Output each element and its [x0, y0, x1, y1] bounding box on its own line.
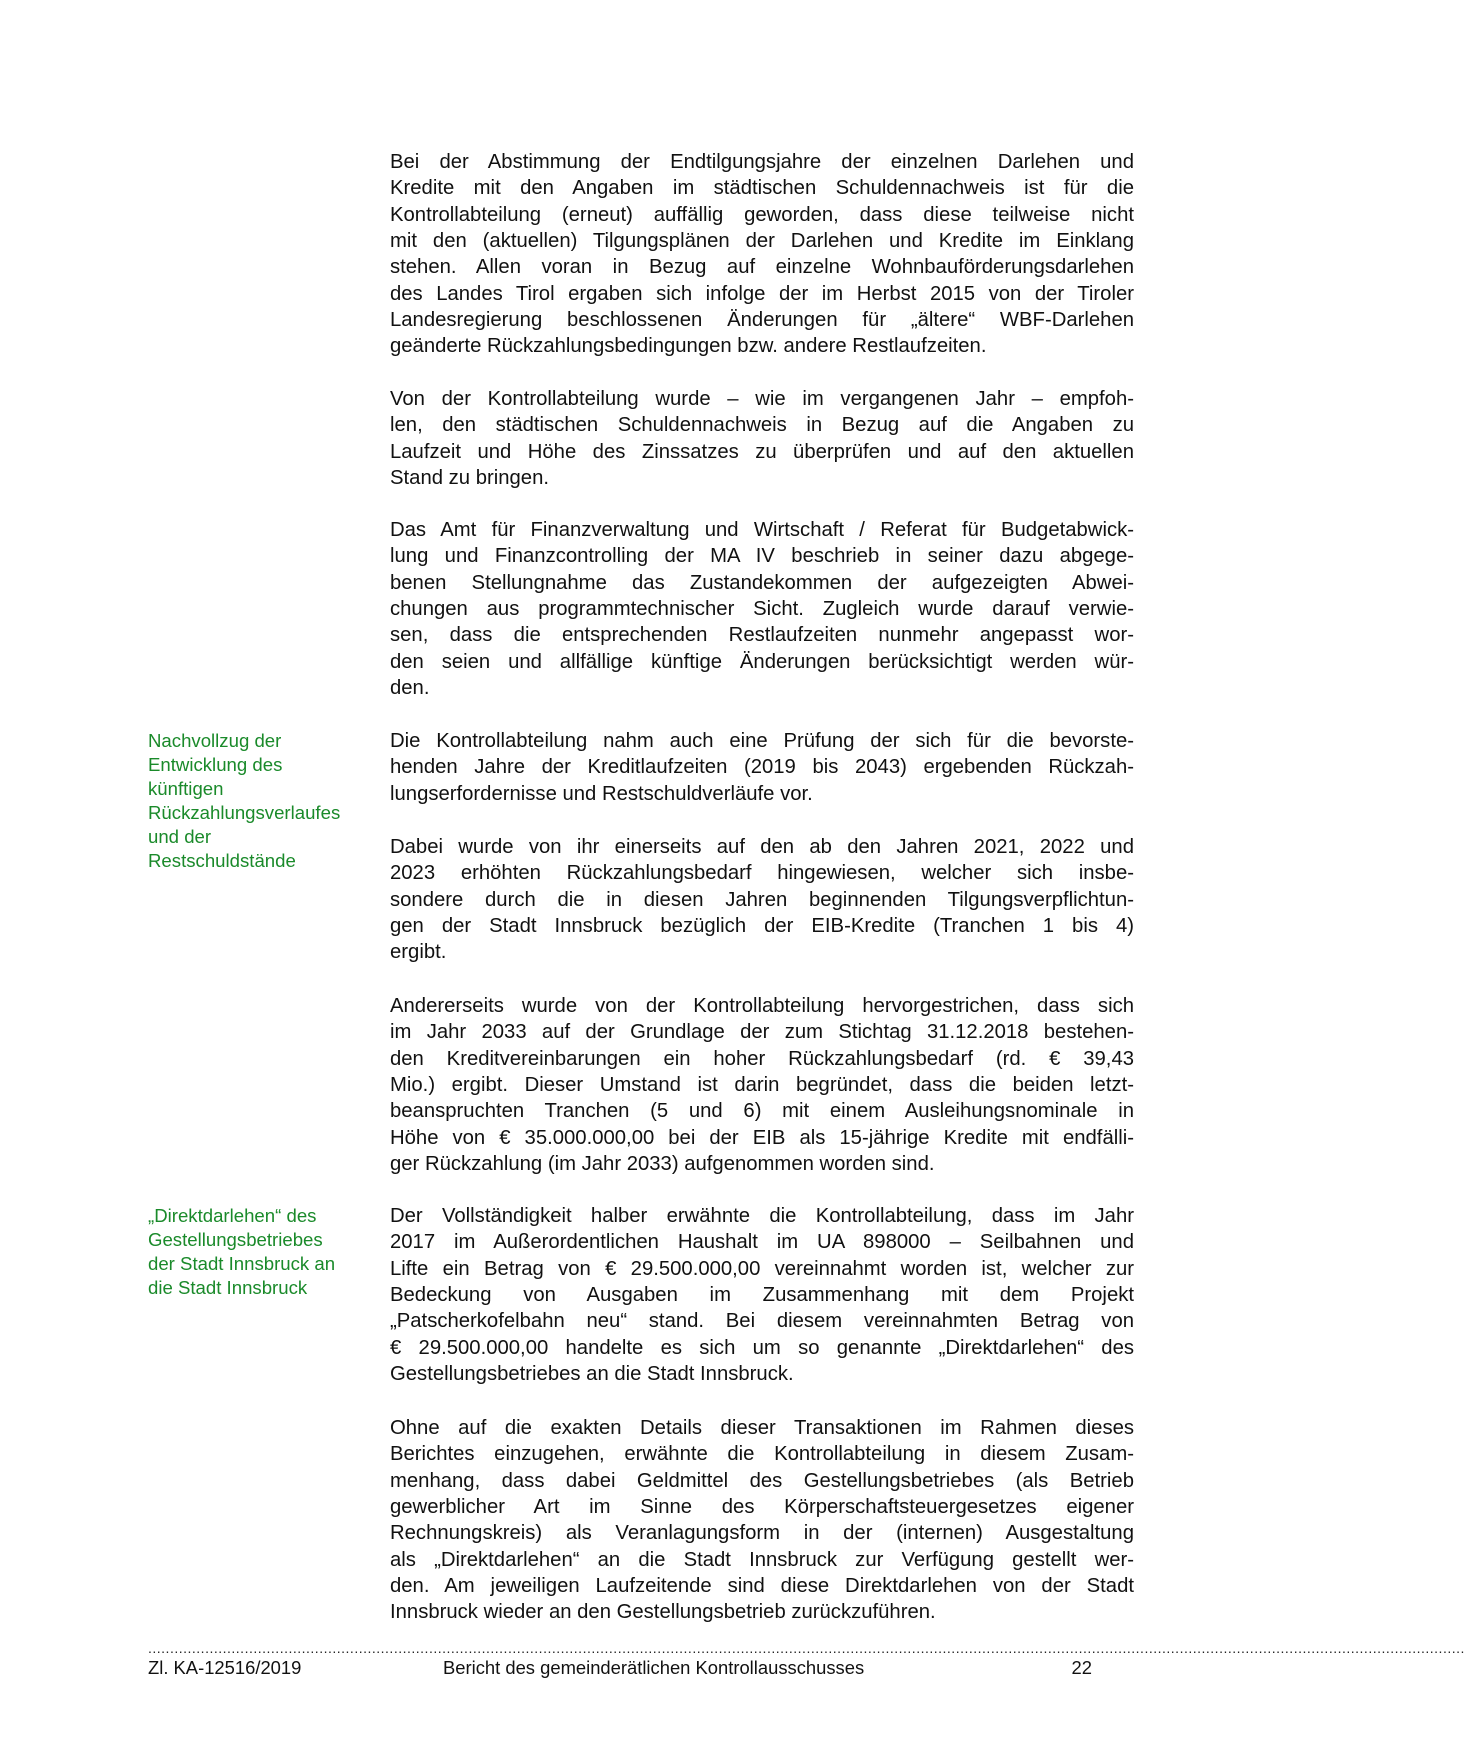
text-line: mit den (aktuellen) Tilgungsplänen der Darlehen und Kredite im Einklang: [390, 230, 1134, 253]
margin-note-line: der Stadt Innsbruck an: [148, 1252, 336, 1274]
footer-divider: ............................................................................................................................................................................................................................................................................................................: [148, 1640, 1465, 1656]
paragraph: [390, 834, 1134, 966]
text-line: € 29.500.000,00 handelte es sich um so genannte „Direktdarlehen“ des: [390, 1336, 1134, 1359]
text-line: Bedeckung von Ausgaben im Zusammenhang mit dem Projekt: [390, 1284, 1134, 1307]
text-line: menhang, dass dabei Geldmittel des Gestellungsbetriebes (als Betrieb: [390, 1469, 1134, 1492]
text-line: den seien und allfällige künftige Änderungen berücksichtigt werden wür-: [390, 650, 1134, 673]
margin-note-line: Rückzahlungsverlaufes: [148, 801, 341, 823]
text-line: gen der Stadt Innsbruck bezüglich der EIB-Kredite (Tranchen 1 bis 4): [390, 915, 1134, 938]
text-line: Rechnungskreis) als Veranlagungsform in der (internen) Ausgestaltung: [390, 1522, 1134, 1545]
text-line: sondere durch die in diesen Jahren beginnenden Tilgungsverpflichtun-: [390, 888, 1134, 911]
text-line: benen Stellungnahme das Zustandekommen der aufgezeigten Abwei-: [390, 571, 1134, 594]
margin-note-line: „Direktdarlehen“ des: [148, 1205, 317, 1226]
text-line: im Jahr 2033 auf der Grundlage der zum Stichtag 31.12.2018 bestehen-: [390, 1021, 1134, 1044]
text-line: lungserfordernisse und Restschuldverläufe vor.: [390, 782, 813, 805]
text-line: Ohne auf die exakten Details dieser Transaktionen im Rahmen dieses: [390, 1417, 1134, 1439]
text-line: Stand zu bringen.: [390, 467, 549, 490]
text-line: len, den städtischen Schuldennachweis in Bezug auf die Angaben zu: [390, 414, 1134, 437]
text-line: Der Vollständigkeit halber erwähnte die Kontrollabteilung, dass im Jahr: [390, 1205, 1134, 1227]
text-line: den.: [390, 677, 430, 700]
text-line: 2017 im Außerordentlichen Haushalt im UA 898000 – Seilbahnen und: [390, 1231, 1134, 1254]
text-line: des Landes Tirol ergaben sich infolge der im Herbst 2015 von der Tiroler: [390, 282, 1134, 305]
text-line: sen, dass die entsprechenden Restlaufzeiten nunmehr angepasst wor-: [390, 624, 1134, 647]
text-line: Landesregierung beschlossenen Änderungen für „ältere“ WBF-Darlehen: [390, 309, 1134, 332]
text-line: 2023 erhöhten Rückzahlungsbedarf hingewiesen, welcher sich insbe-: [390, 862, 1134, 885]
text-line: Mio.) ergibt. Dieser Umstand ist darin begründet, dass die beiden letzt-: [390, 1074, 1134, 1097]
text-line: gewerblicher Art im Sinne des Körperschaftsteuergesetzes eigener: [390, 1496, 1134, 1519]
paragraph: [390, 728, 1134, 807]
paragraph: [390, 517, 1134, 701]
text-line: den. Am jeweiligen Laufzeitende sind diese Direktdarlehen von der Stadt: [390, 1575, 1134, 1598]
text-line: stehen. Allen voran in Bezug auf einzelne Wohnbauförderungsdarlehen: [390, 256, 1134, 279]
margin-note-line: Gestellungsbetriebes: [148, 1228, 323, 1250]
text-line: Andererseits wurde von der Kontrollabteilung hervorgestrichen, dass sich: [390, 995, 1134, 1017]
margin-note-line: Nachvollzug der: [148, 730, 282, 751]
text-line: Höhe von € 35.000.000,00 bei der EIB als 15-jährige Kredite mit endfälli-: [390, 1126, 1134, 1149]
text-line: Lifte ein Betrag von € 29.500.000,00 vereinnahmt worden ist, welcher zur: [390, 1257, 1134, 1280]
margin-note: [148, 729, 378, 872]
text-line: Laufzeit und Höhe des Zinssatzes zu überprüfen und auf den aktuellen: [390, 440, 1134, 463]
text-line: geänderte Rückzahlungsbedingungen bzw. andere Restlaufzeiten.: [390, 335, 987, 358]
text-line: Die Kontrollabteilung nahm auch eine Prüfung der sich für die bevorste-: [390, 730, 1134, 752]
text-line: Bei der Abstimmung der Endtilgungsjahre der einzelnen Darlehen und: [390, 151, 1134, 173]
text-line: Gestellungsbetriebes an die Stadt Innsbruck.: [390, 1363, 794, 1386]
text-line: ger Rückzahlung (im Jahr 2033) aufgenommen worden sind.: [390, 1153, 935, 1176]
paragraph: [390, 1203, 1134, 1387]
margin-note-line: und der: [148, 825, 212, 847]
text-line: henden Jahre der Kreditlaufzeiten (2019 bis 2043) ergebenden Rückzah-: [390, 756, 1134, 779]
margin-note: [148, 1204, 378, 1300]
margin-note-line: die Stadt Innsbruck: [148, 1276, 308, 1298]
text-line: lung und Finanzcontrolling der MA IV beschrieb in seiner dazu abgege-: [390, 545, 1134, 568]
text-line: ergibt.: [390, 941, 447, 964]
text-line: als „Direktdarlehen“ an die Stadt Innsbruck zur Verfügung gestellt wer-: [390, 1548, 1134, 1571]
margin-note-line: künftigen: [148, 777, 224, 799]
text-line: den Kreditvereinbarungen ein hoher Rückzahlungsbedarf (rd. € 39,43: [390, 1047, 1134, 1070]
paragraph: [390, 1415, 1134, 1626]
footer-reference: Zl. KA-12516/2019: [148, 1657, 302, 1678]
text-line: Kontrollabteilung (erneut) auffällig geworden, dass diese teilweise nicht: [390, 203, 1134, 226]
text-line: beanspruchten Tranchen (5 und 6) mit einem Ausleihungsnominale in: [390, 1100, 1134, 1123]
text-line: Innsbruck wieder an den Gestellungsbetrieb zurückzuführen.: [390, 1601, 936, 1624]
text-line: chungen aus programmtechnischer Sicht. Zugleich wurde darauf verwie-: [390, 598, 1134, 621]
page-number: 22: [1071, 1657, 1092, 1678]
paragraph: [390, 993, 1134, 1177]
margin-note-line: Restschuldstände: [148, 849, 296, 871]
text-line: Das Amt für Finanzverwaltung und Wirtschaft / Referat für Budgetabwick-: [390, 519, 1134, 541]
margin-note-line: Entwicklung des: [148, 753, 283, 775]
text-line: „Patscherkofelbahn neu“ stand. Bei diesem vereinnahmten Betrag von: [390, 1310, 1134, 1333]
paragraph: [390, 386, 1134, 491]
text-line: Kredite mit den Angaben im städtischen Schuldennachweis ist für die: [390, 177, 1134, 200]
text-line: Von der Kontrollabteilung wurde – wie im vergangenen Jahr – empfoh-: [390, 388, 1134, 410]
footer-title: Bericht des gemeinderätlichen Kontrollausschusses: [443, 1657, 865, 1678]
text-line: Dabei wurde von ihr einerseits auf den ab den Jahren 2021, 2022 und: [390, 836, 1134, 858]
paragraph: [390, 149, 1134, 360]
text-line: Berichtes einzugehen, erwähnte die Kontrollabteilung in diesem Zusam-: [390, 1443, 1134, 1466]
